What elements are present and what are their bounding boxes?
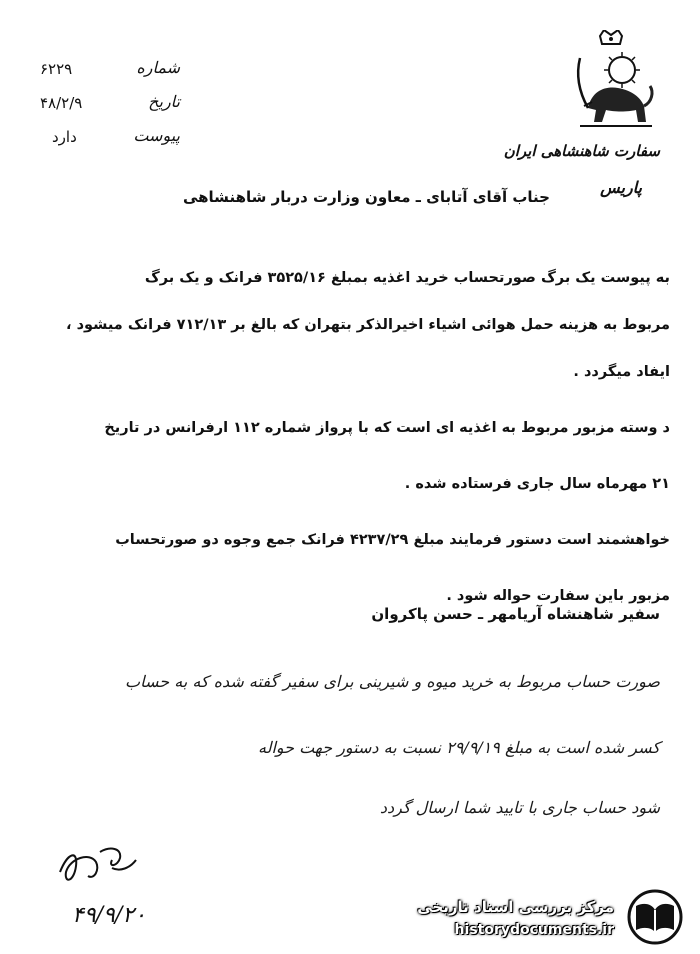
body-line: ایفاد میگردد . bbox=[573, 364, 670, 380]
number-label: شماره bbox=[136, 58, 180, 77]
number-value: ۶۲۲۹ bbox=[40, 60, 73, 78]
handwritten-note-line: شود حساب جاری با تایید شما ارسال گردد bbox=[379, 798, 660, 817]
city-name: پاریس bbox=[600, 178, 642, 197]
body-line: د وسته مزبور مربوط به اغذیه ای است که با پرواز شماره ۱۱۲ ارفرانس در تاریخ bbox=[104, 420, 670, 436]
handwritten-date: ۴۹/۹/۲۰ bbox=[72, 903, 146, 928]
ambassador-signature: سفیر شاهنشاه آریامهر ـ حسن پاکروان bbox=[371, 605, 660, 623]
date-label: تاریخ bbox=[148, 92, 180, 111]
lion-and-sun-crown-icon bbox=[566, 30, 656, 130]
body-line: به پیوست یک برگ صورتحساب خرید اغذیه بمبلغ ۳۵۲۵/۱۶ فرانک و یک برگ bbox=[144, 270, 670, 286]
date-value: ۴۸/۲/۹ bbox=[40, 94, 83, 112]
handwritten-signature bbox=[50, 832, 140, 892]
meta-date-row bbox=[30, 92, 180, 126]
embassy-name: سفارت شاهنشاهی ایران bbox=[503, 142, 660, 160]
handwritten-note-line: صورت حساب مربوط به خرید میوه و شیرینی برای سفیر گفته شده که به حساب bbox=[125, 672, 660, 691]
addressee: جناب آقای آتابای ـ معاون وزارت دربار شاهنشاهی bbox=[182, 188, 550, 206]
attachment-value: دارد bbox=[52, 128, 77, 146]
attachment-label: پیوست bbox=[133, 126, 180, 145]
letter-meta bbox=[30, 58, 180, 160]
meta-attachment-row bbox=[30, 126, 180, 160]
body-line: مربوط به هزینه حمل هوائی اشیاء اخیرالذکر بتهران که بالغ بر ۷۱۲/۱۳ فرانک میشود ، bbox=[66, 317, 670, 333]
body-line: مزبور باین سفارت حواله شود . bbox=[446, 588, 670, 604]
handwritten-note-line: کسر شده است به مبلغ ۲۹/۹/۱۹ نسبت به دستور جهت حواله bbox=[258, 738, 660, 757]
open-book-logo-icon bbox=[622, 888, 688, 946]
letter-body bbox=[28, 270, 670, 608]
watermark-title: مرکز بررسی اسناد تاریخی bbox=[417, 898, 614, 916]
body-line: خواهشمند است دستور فرمایند مبلغ ۴۲۳۷/۲۹ فرانک جمع وجوه دو صورتحساب bbox=[115, 532, 670, 548]
body-line: ۲۱ مهرماه سال جاری فرستاده شده . bbox=[404, 476, 670, 492]
meta-number-row bbox=[30, 58, 180, 92]
watermark-url: historydocuments.ir bbox=[454, 922, 614, 938]
